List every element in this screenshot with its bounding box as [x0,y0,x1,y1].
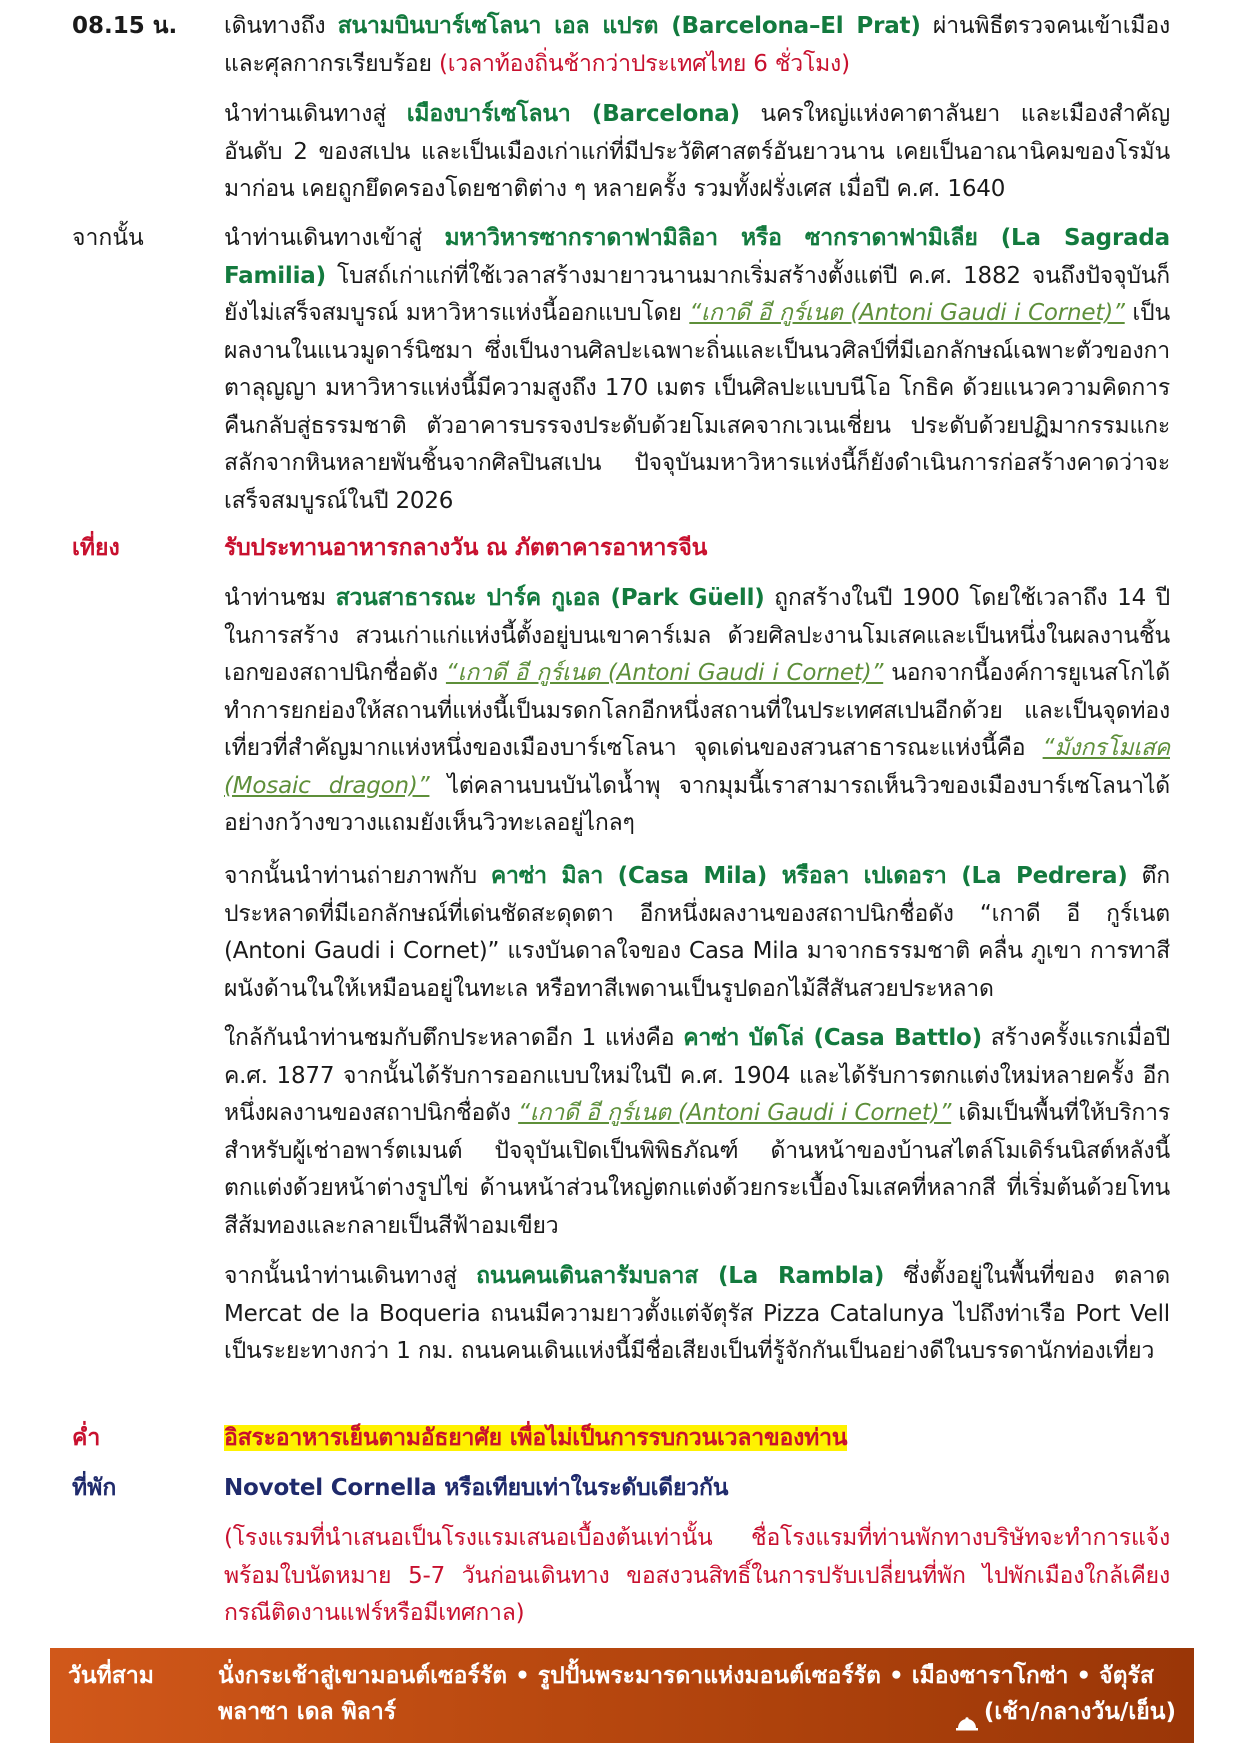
arrival-text [224,8,1170,83]
casa-battlo-text [224,1020,1170,1245]
barcelona-name: เมืองบาร์เซโลนา (Barcelona) [406,101,740,127]
arrival-text-b: ผ่านพิธีตรวจคนเข้าเมืองและศุลกากรเรียบร้อย [224,13,1170,77]
rambla-text [224,1258,1170,1371]
day-label: วันที่สาม [68,1663,154,1689]
casa-mila-text-b: ตึกประหลาดที่มีเอกลักษณ์ที่เด่นชัดสะดุดตา อีกหนึ่งผลงานของสถาปนิกชื่อดัง “เกาดี อี กูร์เนต (Antoni Gaudi i Cornet)” แรงบันดาลใจของ Casa Mila มาจากธรรมชาติ คลื่น ภูเขา การทาสีผนังด้านในให้เหมือนอยู่ในทะเล หรือทาสีเพดานเป็นรูปดอกไม้สีสันสวยประหลาด [224,863,1171,1002]
day-banner [50,1648,1194,1743]
casa-mila-text-a: จากนั้นนำท่านถ่ายภาพกับ [224,863,491,889]
park-name: สวนสาธารณะ ปาร์ค กูเอล (Park Güell) [335,585,765,611]
barcelona-text-a: นำท่านเดินทางสู่ [224,101,407,127]
park-text [224,580,1170,843]
casa-battlo-text-b: สร้างครั้งแรกเมื่อปี ค.ศ. 1877 จากนั้นได้รับการออกแบบใหม่ในปี ค.ศ. 1904 และได้รับการตกแต่งใหม่หลายครั้ง อีกหนึ่งผลงานของสถาปนิกชื่อดัง [224,1025,1171,1126]
time-label: 08.15 น. [72,13,178,39]
park-text-c: นอกจากนี้องค์การยูเนสโกได้ทำการยกย่องให้สถานที่แห่งนี้เป็นมรดกโลกอีกหนึ่งสถานที่ในประเทศสเปนอีกด้วย และเป็นจุดท่องเที่ยวที่สำคัญมากแห่งหนึ่งของเมืองบาร์เซโลนา จุดเด่นของสวนสาธารณะแห่งนี้คือ [224,660,1171,761]
dinner-label: ค่ำ [72,1425,101,1451]
meals-info [956,1694,1176,1730]
sagrada-text-b: โบสถ์เก่าแก่ที่ใช้เวลาสร้างมายาวนานมากเริ่มสร้างตั้งแต่ปี ค.ศ. 1882 จนถึงปัจจุบันก็ยังไม่เสร็จสมบูรณ์ มหาวิหารแห่งนี้ออกแบบโดย [224,262,1170,326]
arrival-text-a: เดินทางถึง [224,13,338,39]
hotel-name: Novotel Cornella หรือเทียบเท่าในระดับเดียวกัน [224,1475,729,1501]
meals-text: (เช้า/กลางวัน/เย็น) [983,1699,1176,1725]
sagrada-text-a: นำท่านเดินทางเข้าสู่ [224,225,445,251]
lunch-label: เที่ยง [72,535,120,561]
architect-link[interactable]: “เกาดี อี กูร์เนต (Antoni Gaudi i Cornet)” [445,660,884,686]
day-title: นั่งกระเช้าสู่เขามอนต์เซอร์รัต • รูปปั้นพระมารดาแห่งมอนต์เซอร์รัต • เมืองซาราโกซ่า • จัตุรัสพลาซา เดล พิลาร์ [218,1663,1154,1725]
dinner-text: อิสระอาหารเย็นตามอัธยาศัย เพื่อไม่เป็นการรบกวนเวลาของท่าน [224,1425,848,1451]
rambla-text-b: ซึ่งตั้งอยู่ในพื้นที่ของ ตลาด Mercat de la Boqueria ถนนมีความยาวตั้งแต่จัตุรัส Pizza Catalunya ไปถึงท่าเรือ Port Vell เป็นระยะทางกว่า 1 กม. ถนนคนเดินแห่งนี้มีชื่อเสียงเป็นที่รู้จักกันเป็นอย่างดีในบรรดานักท่องเที่ยว [224,1263,1170,1364]
dining-icon [956,1706,978,1720]
sagrada-name: มหาวิหารซากราดาฟามิลิอา หรือ ซากราดาฟามิเลีย (La Sagrada Familia) [224,225,1170,289]
airport-name: สนามบินบาร์เซโลนา เอล แปรต (Barcelona–El Prat) [337,13,921,39]
rambla-text-a: จากนั้นนำท่านเดินทางสู่ [224,1263,477,1289]
barcelona-text-b: นครใหญ่แห่งคาตาลันยา และเมืองสำคัญอันดับ 2 ของสเปน และเป็นเมืองเก่าแก่ที่มีประวัติศาสตร์อันยาวนาน เคยเป็นอาณานิคมของโรมันมาก่อน เคยถูกยึดครองโดยชาติต่าง ๆ หลายครั้ง รวมทั้งฝรั่งเศส เมื่อปี ค.ศ. 1640 [224,101,1171,202]
casa-battlo-text-a: ใกล้กันนำท่านชมกับตึกประหลาดอีก 1 แห่งคือ [224,1025,684,1051]
dragon-link[interactable]: “มังกรโมเสค (Mosaic dragon)” [224,735,1170,799]
park-text-a: นำท่านชม [224,585,336,611]
timezone-note: (เวลาท้องถิ่นช้ากว่าประเทศไทย 6 ชั่วโมง) [438,50,850,77]
sagrada-text-c: เป็นผลงานในแนวมูดาร์นิซมา ซึ่งเป็นงานศิลปะเฉพาะถิ่นและเป็นนวศิลป์ที่มีเอกลักษณ์เฉพาะตัวของกาตาลุญญา มหาวิหารแห่งนี้มีความสูงถึง 170 เมตร เป็นศิลปะแบบนีโอ โกธิค ด้วยแนวความคิดการคืนกลับสู่ธรรมชาติ ตัวอาคารบรรจงประดับด้วยโมเสคจากเวเนเชี่ยน ประดับด้วยปฏิมากรรมแกะสลักจากหินหลายพันชิ้นจากศิลปินสเปน ปัจจุบันมหาวิหารแห่งนี้ก็ยังดำเนินการก่อสร้างคาดว่าจะเสร็จสมบูรณ์ในปี 2026 [224,300,1170,514]
park-text-b: ถูกสร้างในปี 1900 โดยใช้เวลาถึง 14 ปี ในการสร้าง สวนเก่าแก่แห่งนี้ตั้งอยู่บนเขาคาร์เมล ด้วยศิลปะงานโมเสคและเป็นหนึ่งในผลงานชิ้นเอกของสถาปนิกชื่อดัง [224,585,1171,686]
sagrada-text [224,220,1170,520]
lunch-text: รับประทานอาหารกลางวัน ณ ภัตตาคารอาหารจีน [224,535,708,561]
barcelona-text [224,96,1170,209]
dinner-text-wrap [224,1420,1170,1458]
hotel-note: (โรงแรมที่นำเสนอเป็นโรงแรมเสนอเบื้องต้นเท่านั้น ชื่อโรงแรมที่ท่านพักทางบริษัทจะทำการแจ้งพร้อมใบนัดหมาย 5-7 วันก่อนเดินทาง ขอสงวนสิทธิ์ในการปรับเปลี่ยนที่พัก ไปพักเมืองใกล้เคียงกรณีติดงานแฟร์หรือมีเทศกาล) [224,1525,1170,1626]
casa-mila-text [224,858,1170,1008]
casa-mila-name: คาซ่า มิลา (Casa Mila) หรือลา เปเดอรา (La Pedrera) [490,863,1128,889]
park-text-d: ไต่คลานบนบันไดน้ำพุ จากมุมนี้เราสามารถเห็นวิวของเมืองบาร์เซโลนาได้อย่างกว้างขวางแถมยังเห็นวิวทะเลอยู่ไกลๆ [224,772,1170,836]
architect-link[interactable]: “เกาดี อี กูร์เนต (Antoni Gaudi i Cornet)” [518,1100,952,1126]
architect-link[interactable]: “เกาดี อี กูร์เนต (Antoni Gaudi i Cornet)” [689,300,1125,326]
hotel-label: ที่พัก [72,1475,117,1501]
casa-battlo-name: คาซ่า บัตโล่ (Casa Battlo) [683,1025,982,1051]
rambla-name: ถนนคนเดินลารัมบลาส (La Rambla) [476,1263,885,1289]
casa-battlo-text-c: เดิมเป็นพื้นที่ให้บริการสำหรับผู้เช่าอพาร์ตเมนต์ ปัจจุบันเปิดเป็นพิพิธภัณฑ์ ด้านหน้าของบ้านสไตล์โมเดิร์นนิสต์หลังนี้ตกแต่งด้วยหน้าต่างรูปไข่ ด้านหน้าส่วนใหญ่ตกแต่งด้วยกระเบื้องโมเสคที่หลากสี ที่เริ่มต้นด้วยโทนสีส้มทองและกลายเป็นสีฟ้าอมเขียว [224,1100,1171,1239]
then-label: จากนั้น [72,225,144,251]
